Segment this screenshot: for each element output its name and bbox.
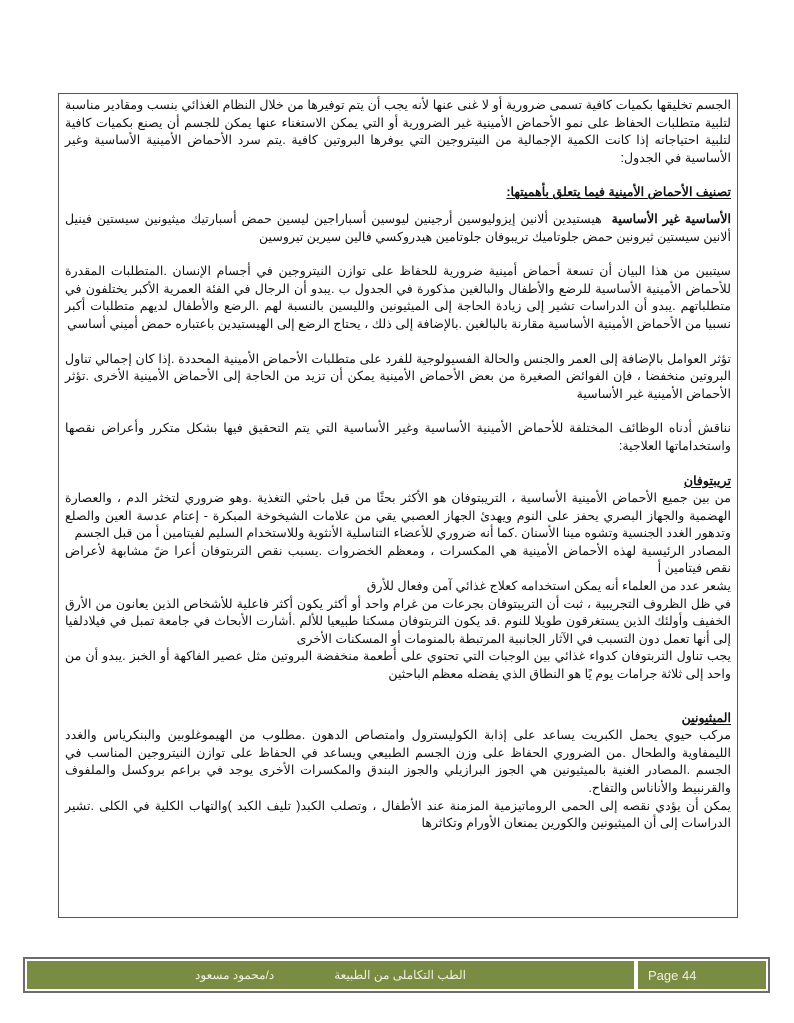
requirements-paragraph: سيتبين من هذا البيان أن تسعة أحماض أمينية ضرورية للحفاظ على توازن النيتروجين في أجسام الإنسان .المتطلبات المقدرة للأحماض الأمينية الأساسية للرضع والأطفال والبالغين مذكورة في الجدول ب .يبدو أن الرجال في الفئة العمرية الأكبر يختلفون في متطلباتهم .يبدو أن الدراسات تشير إلى زيادة الحاجة إلى الميثيونين والليسين بالنسبة لهم .الرضع والأطفال لديهم متطلبات أكبر نسبيا من الأحماض الأمينية الأساسية مقارنة بالبالغين .بالإضافة إلى ذلك ، يحتاج الرضع إلى الهيستيدين باعتباره حمض أميني أساسي [65,264,731,331]
spacer [65,403,731,420]
spacer [65,202,731,211]
nonessential-paragraph [65,211,731,246]
footer-bar [27,961,766,989]
footer-author: د/محمود مسعود [195,968,275,982]
page-number: Page 44 [648,967,697,983]
spacer [65,246,731,263]
footer-book-title: الطب التكاملى من الطبيعة [334,968,466,982]
intro-paragraph: الجسم تخليقها بكميات كافية تسمى ضرورية أو لا غنى عنها لأنه يجب أن يتم توفيرها من خلال النظام الغذائي بنسب ومقادير مناسبة لتلبية متطلبات الحفاظ على نمو الأحماض الأمينية غير الضرورية أو التي يمكن الاستغناء عنها يمكن للجسم أن يصنع بكميات كافية لتلبية احتياجاته إذا كانت الكمية الإجمالية من النيتروجين التي يوفرها البروتين كافية .يتم سرد الأحماض الأمينية الأساسية وغير الأساسية في الجدول: [65,98,731,165]
page-footer [23,957,770,993]
tryptophan-heading: تريبتوفان [683,473,731,488]
spacer [65,684,731,701]
page-content-frame [58,93,738,918]
discuss-paragraph: نناقش أدناه الوظائف المختلفة للأحماض الأمينية الأساسية وغير الأساسية التي يتم التحقيق فيها بشكل متكرر وأعراض نقصها واستخداماتها العلاجية: [65,421,731,453]
spacer [65,334,731,351]
methionine-line: يمكن أن يؤدي نقصه إلى الحمى الروماتيزمية المزمنة عند الأطفال ، وتصلب الكبد( تليف الكبد )والتهاب الكلية في الكلى .تشير الدراسات إلى أن الميثيونين والكورين يمنعان الأورام وتكاثرها [65,798,731,831]
tryptophan-line: يشعر عدد من العلماء أنه يمكن استخدامه كعلاج غذائي آمن وفعال للأرق [366,579,731,594]
methionine-heading: الميثيونين [681,710,731,725]
nonessential-list: هيستيدين ألانين إيزوليوسين أرجينين ليوسين أسباراجين ليسين حمض أسبارتيك ميثيونين سيستين فينيل ألانين سيستين ثيرونين حمض جلوتاميك تريبوفان جلوتامين هيدروكسي فالين سيرين تيروسين [65,211,731,244]
tryptophan-line: المصادر الرئيسية لهذه الأحماض الأمينية هي المكسرات ، ومعظم الخضروات .يسبب نقص التربتوفان أعرا ضً مشابهة لأعراض نقص فيتامين أ [65,543,731,576]
classification-heading: تصنيف الأحماض الأمينية فيما يتعلق بأهميتها: [506,185,731,200]
tryptophan-line: في ظل الظروف التجريبية ، ثبت أن التريبتوفان بجرعات من غرام واحد أو أكثر يكون أكثر فاعلية للأشخاص الذين يعانون من الأرق الخفيف وأولئك الذين يستغرقون طويلا للنوم .قد يكون التربتوفان مسكنا طبيعيا للألم .أشارت الأبحاث في جامعة تمبل في فيلادلفيا إلى أنها تعمل دون التسبب في الآثار الجانبية المرتبطة بالمنومات أو المسكنات الأخرى [65,596,731,646]
factors-paragraph: تؤثر العوامل بالإضافة إلى العمر والجنس والحالة الفسيولوجية للفرد على متطلبات الأحماض الأمينية المحددة .إذا كان إجمالي تناول البروتين منخفضا ، فإن الفوائض الصغيرة من بعض الأحماض الأمينية يمكن أن تزيد من الحاجة إلى الأحماض الأمينية الأخرى .تؤثر الأحماض الأمينية غير الأساسية [65,351,731,401]
spacer [65,167,731,184]
footer-title-cell [27,961,634,989]
footer-page-cell [638,961,766,989]
tryptophan-line: يجب تناول التربتوفان كدواء غذائي بين الوجبات التي تحتوي على أطعمة منخفضة البروتين مثل عصير الفاكهة أو الخبز .يبدو أن من واحد إلى ثلاثة جرامات يوم يًا هو النطاق الذي يفضله معظم الباحثين [65,649,731,682]
tryptophan-line: من بين جميع الأحماض الأمينية الأساسية ، التريبتوفان هو الأكثر بحثًا من قبل باحثي التغذية .وهو ضروري لتخثر الدم ، والعصارة الهضمية والجهاز البصري يحفز على النوم ويهدئ الجهاز العصبي يقي من علامات الشيخوخة المبكرة - إعتام عدسة العين والصلع وتدهور الغدد الجنسية وتشوه مينا الأسنان .كما أنه ضروري للأعضاء التناسلية الأنثوية وللاستخدام السليم لفيتامين أ من قبل الجسم [65,491,731,541]
methionine-line: مركب حيوي يحمل الكبريت يساعد على إذابة الكوليسترول وامتصاص الدهون .مطلوب من الهيموغلوبين والبنكرياس والغدد الليمفاوية والطحال .من الضروري الحفاظ على وزن الجسم الطبيعي ويساعد في الحفاظ على توازن النيتروجين المناسب في الجسم .المصادر الغنية بالميثيونين هي الجوز البرازيلي والجوز البندق والمكسرات الأخرى يوجد في براعم بروكسل والملفوف والقرنبيط والأناناس والتفاح. [65,728,731,795]
nonessential-label: الأساسية غير الأساسية [611,211,732,226]
spacer [65,701,731,710]
spacer [65,456,731,473]
